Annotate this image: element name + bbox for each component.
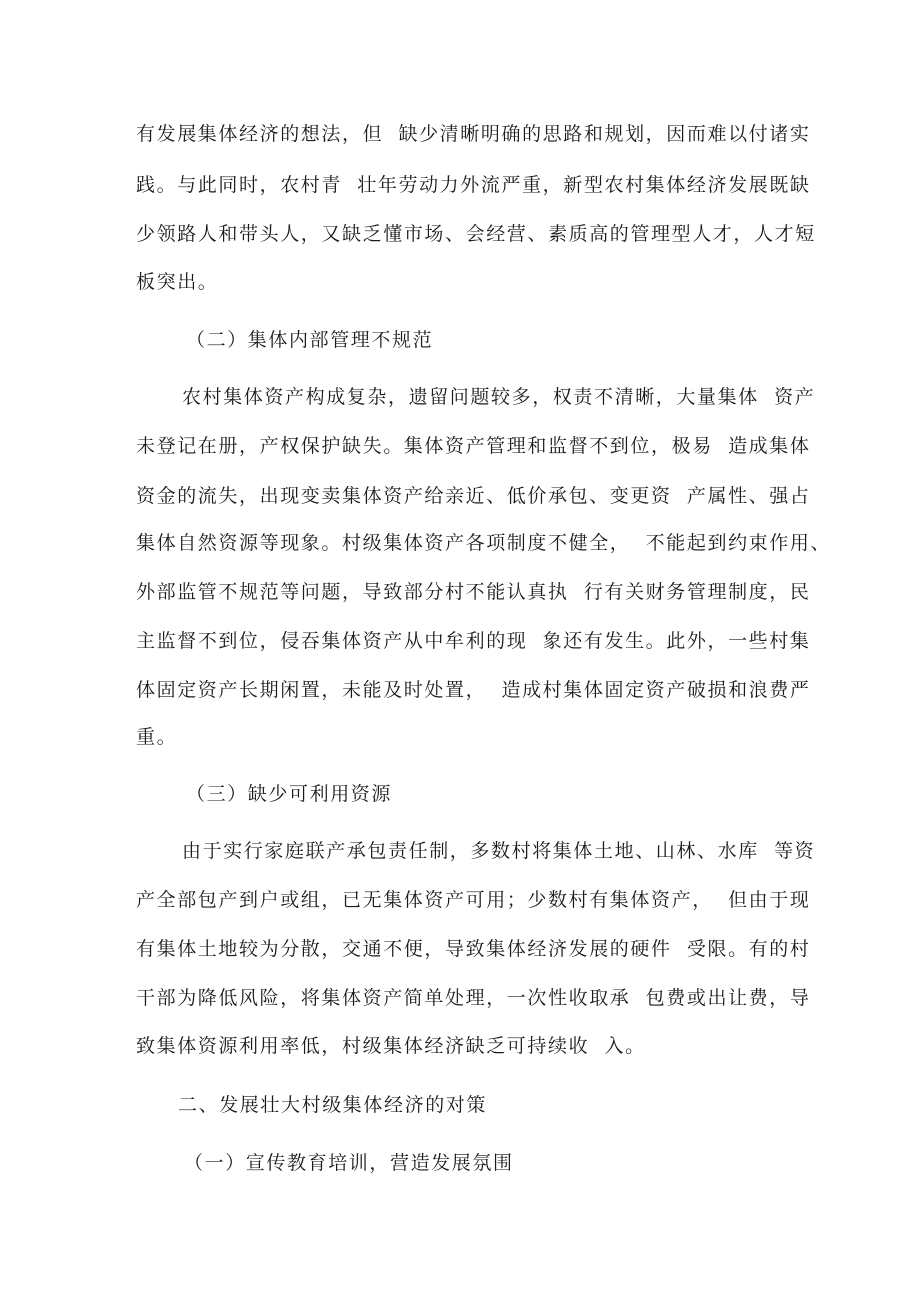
text-line: 有集体土地较为分散，交通不便，导致集体经济发展的硬件 受限。有的村 bbox=[136, 938, 811, 960]
text-line: 集体自然资源等现象。村级集体资产各项制度不健全， 不能起到约束作用、 bbox=[136, 532, 832, 554]
text-line: 践。与此同时，农村青 壮年劳动力外流严重，新型农村集体经济发展既缺 bbox=[136, 174, 811, 196]
text-line: 重。 bbox=[136, 726, 178, 748]
text-line: 产全部包产到户或组，已无集体资产可用；少数村有集体资产， 但由于现 bbox=[136, 889, 811, 911]
section-heading: 二、发展壮大村级集体经济的对策 bbox=[178, 1094, 488, 1116]
text-line: 未登记在册，产权保护缺失。集体资产管理和监督不到位，极易 造成集体 bbox=[136, 435, 811, 457]
text-line: 农村集体资产构成复杂，遗留问题较多，权责不清晰，大量集体 资产 bbox=[182, 386, 816, 408]
section-heading: （三）缺少可利用资源 bbox=[186, 783, 393, 805]
text-line: 外部监管不规范等问题，导致部分村不能认真执 行有关财务管理制度，民 bbox=[136, 581, 811, 603]
section-heading: （二）集体内部管理不规范 bbox=[186, 329, 434, 351]
text-line: 由于实行家庭联产承包责任制，多数村将集体土地、山林、水库 等资 bbox=[182, 840, 816, 862]
section-heading: （一）宣传教育培训，营造发展氛围 bbox=[184, 1152, 514, 1174]
text-line: 少领路人和带头人，又缺乏懂市场、会经营、素质高的管理型人才，人才短 bbox=[136, 223, 816, 245]
text-line: 体固定资产长期闲置，未能及时处置， 造成村集体固定资产破损和浪费严 bbox=[136, 679, 811, 701]
text-line: 干部为降低风险，将集体资产简单处理，一次性收取承 包费或出让费，导 bbox=[136, 987, 811, 1009]
text-line: 板突出。 bbox=[136, 271, 219, 293]
text-line: 有发展集体经济的想法，但 缺少清晰明确的思路和规划，因而难以付诸实 bbox=[136, 123, 811, 145]
text-line: 致集体资源利用率低，村级集体经济缺乏可持续收 入。 bbox=[136, 1035, 646, 1057]
text-line: 主监督不到位，侵吞集体资产从中牟利的现 象还有发生。此外，一些村集 bbox=[136, 630, 811, 652]
text-line: 资金的流失，出现变卖集体资产给亲近、低价承包、变更资 产属性、强占 bbox=[136, 485, 811, 507]
